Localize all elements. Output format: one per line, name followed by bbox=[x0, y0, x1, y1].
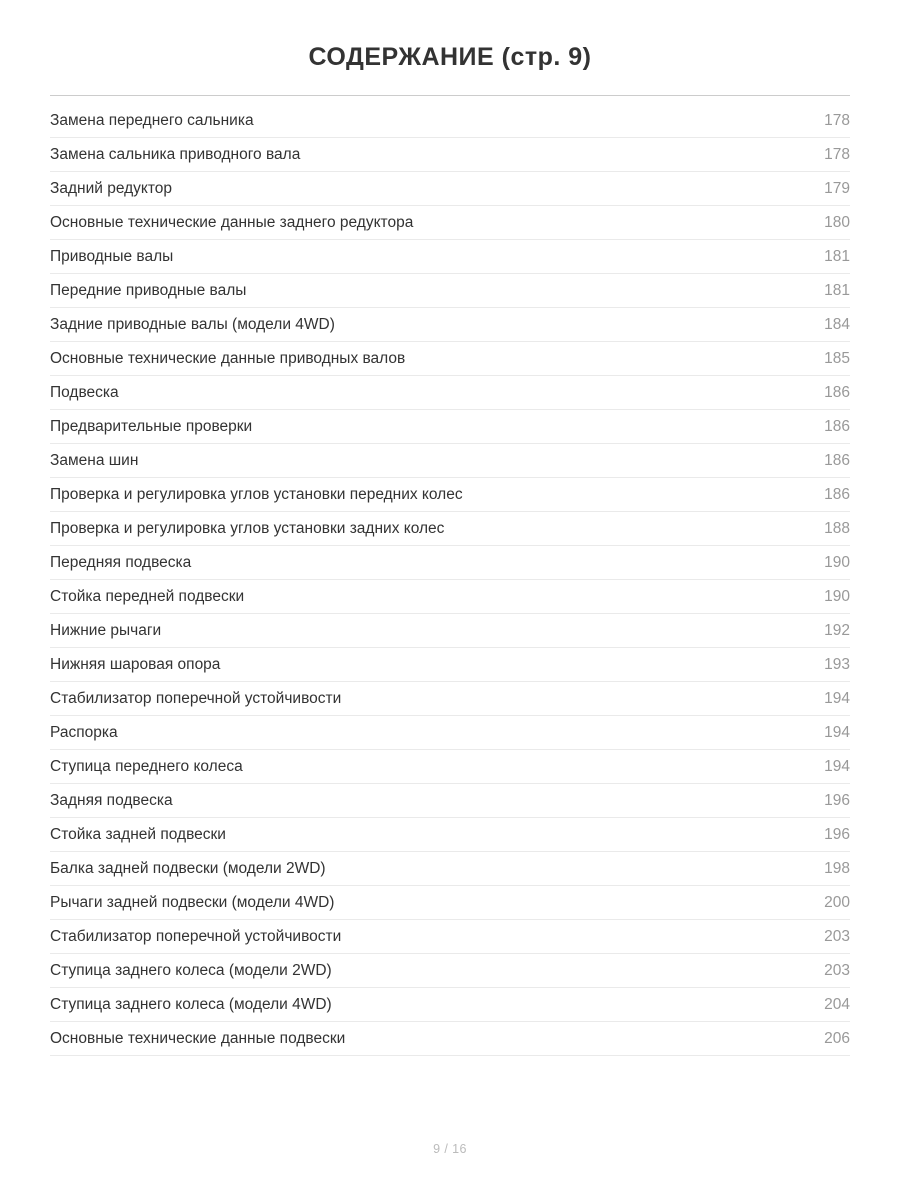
toc-entry-title: Замена переднего сальника bbox=[50, 112, 254, 129]
toc-entry[interactable] bbox=[50, 546, 850, 580]
toc-entry[interactable] bbox=[50, 716, 850, 750]
toc-entry[interactable] bbox=[50, 206, 850, 240]
toc-entry-title: Нижняя шаровая опора bbox=[50, 656, 221, 673]
toc-entry-page-number: 190 bbox=[824, 554, 850, 571]
toc-entry-page-number: 204 bbox=[824, 996, 850, 1013]
toc-entry-page-number: 194 bbox=[824, 724, 850, 741]
toc-entry[interactable] bbox=[50, 104, 850, 138]
toc-entry-title: Задние приводные валы (модели 4WD) bbox=[50, 316, 335, 333]
toc-entry-title: Балка задней подвески (модели 2WD) bbox=[50, 860, 326, 877]
toc-entry[interactable] bbox=[50, 240, 850, 274]
toc-entry-page-number: 186 bbox=[824, 384, 850, 401]
toc-entry[interactable] bbox=[50, 614, 850, 648]
toc-entry[interactable] bbox=[50, 920, 850, 954]
toc-entry[interactable] bbox=[50, 954, 850, 988]
toc-entry-page-number: 206 bbox=[824, 1030, 850, 1047]
toc-entry-page-number: 178 bbox=[824, 112, 850, 129]
toc-entry-title: Нижние рычаги bbox=[50, 622, 162, 639]
toc-entry-title: Стойка задней подвески bbox=[50, 826, 226, 843]
toc-entry-page-number: 190 bbox=[824, 588, 850, 605]
toc-entry-title: Стабилизатор поперечной устойчивости bbox=[50, 690, 342, 707]
toc-entry-title: Задняя подвеска bbox=[50, 792, 173, 809]
toc-entry-page-number: 196 bbox=[824, 826, 850, 843]
toc-entry[interactable] bbox=[50, 138, 850, 172]
title-divider bbox=[50, 95, 850, 96]
toc-entry[interactable] bbox=[50, 886, 850, 920]
toc-entry-title: Замена шин bbox=[50, 452, 139, 469]
toc-entry-page-number: 196 bbox=[824, 792, 850, 809]
toc-entry-page-number: 203 bbox=[824, 928, 850, 945]
toc-entry-title: Подвеска bbox=[50, 384, 119, 401]
toc-entry[interactable] bbox=[50, 376, 850, 410]
toc-entry[interactable] bbox=[50, 172, 850, 206]
toc-entry-page-number: 185 bbox=[824, 350, 850, 367]
toc-entry-page-number: 194 bbox=[824, 758, 850, 775]
toc-entry-title: Приводные валы bbox=[50, 248, 174, 265]
toc-entry-title: Ступица заднего колеса (модели 4WD) bbox=[50, 996, 332, 1013]
toc-entry[interactable] bbox=[50, 784, 850, 818]
toc-entry[interactable] bbox=[50, 682, 850, 716]
toc-entry-title: Ступица заднего колеса (модели 2WD) bbox=[50, 962, 332, 979]
toc-entry-title: Стойка передней подвески bbox=[50, 588, 245, 605]
toc-entry-page-number: 178 bbox=[824, 146, 850, 163]
toc-entry[interactable] bbox=[50, 818, 850, 852]
toc-entry[interactable] bbox=[50, 308, 850, 342]
toc-entry[interactable] bbox=[50, 580, 850, 614]
toc-entry-title: Распорка bbox=[50, 724, 118, 741]
toc-entry-page-number: 192 bbox=[824, 622, 850, 639]
toc-entry-title: Основные технические данные приводных валов bbox=[50, 350, 406, 367]
toc-entry-title: Стабилизатор поперечной устойчивости bbox=[50, 928, 342, 945]
toc-entry-page-number: 200 bbox=[824, 894, 850, 911]
toc-entry[interactable] bbox=[50, 342, 850, 376]
toc-entry[interactable] bbox=[50, 478, 850, 512]
toc-entry-page-number: 181 bbox=[824, 282, 850, 299]
toc-entry[interactable] bbox=[50, 444, 850, 478]
toc-entry[interactable] bbox=[50, 988, 850, 1022]
toc-entry[interactable] bbox=[50, 648, 850, 682]
toc-entry[interactable] bbox=[50, 852, 850, 886]
toc-entry-title: Проверка и регулировка углов установки задних колес bbox=[50, 520, 445, 537]
toc-entry-title: Ступица переднего колеса bbox=[50, 758, 243, 775]
toc-entry-page-number: 186 bbox=[824, 486, 850, 503]
toc-entry[interactable] bbox=[50, 274, 850, 308]
toc-entry-title: Передние приводные валы bbox=[50, 282, 247, 299]
toc-entry-page-number: 188 bbox=[824, 520, 850, 537]
toc-entry[interactable] bbox=[50, 1022, 850, 1056]
toc-entry-title: Основные технические данные подвески bbox=[50, 1030, 346, 1047]
table-of-contents bbox=[0, 104, 900, 1056]
toc-entry-page-number: 194 bbox=[824, 690, 850, 707]
toc-entry-title: Задний редуктор bbox=[50, 180, 173, 197]
toc-entry-page-number: 179 bbox=[824, 180, 850, 197]
toc-entry-page-number: 203 bbox=[824, 962, 850, 979]
toc-entry[interactable] bbox=[50, 410, 850, 444]
page-title: СОДЕРЖАНИЕ (стр. 9) bbox=[308, 43, 592, 71]
toc-entry-page-number: 180 bbox=[824, 214, 850, 231]
toc-entry-page-number: 193 bbox=[824, 656, 850, 673]
toc-entry-title: Проверка и регулировка углов установки передних колес bbox=[50, 486, 463, 503]
toc-entry-page-number: 184 bbox=[824, 316, 850, 333]
toc-entry-page-number: 198 bbox=[824, 860, 850, 877]
toc-entry-page-number: 181 bbox=[824, 248, 850, 265]
toc-entry-title: Предварительные проверки bbox=[50, 418, 253, 435]
toc-entry-title: Основные технические данные заднего редуктора bbox=[50, 214, 414, 231]
toc-entry-title: Рычаги задней подвески (модели 4WD) bbox=[50, 894, 335, 911]
toc-entry-page-number: 186 bbox=[824, 452, 850, 469]
toc-entry-title: Передняя подвеска bbox=[50, 554, 192, 571]
toc-entry[interactable] bbox=[50, 512, 850, 546]
page-footer: 9 / 16 bbox=[433, 1142, 467, 1156]
toc-entry-title: Замена сальника приводного вала bbox=[50, 146, 301, 163]
toc-entry-page-number: 186 bbox=[824, 418, 850, 435]
toc-entry[interactable] bbox=[50, 750, 850, 784]
